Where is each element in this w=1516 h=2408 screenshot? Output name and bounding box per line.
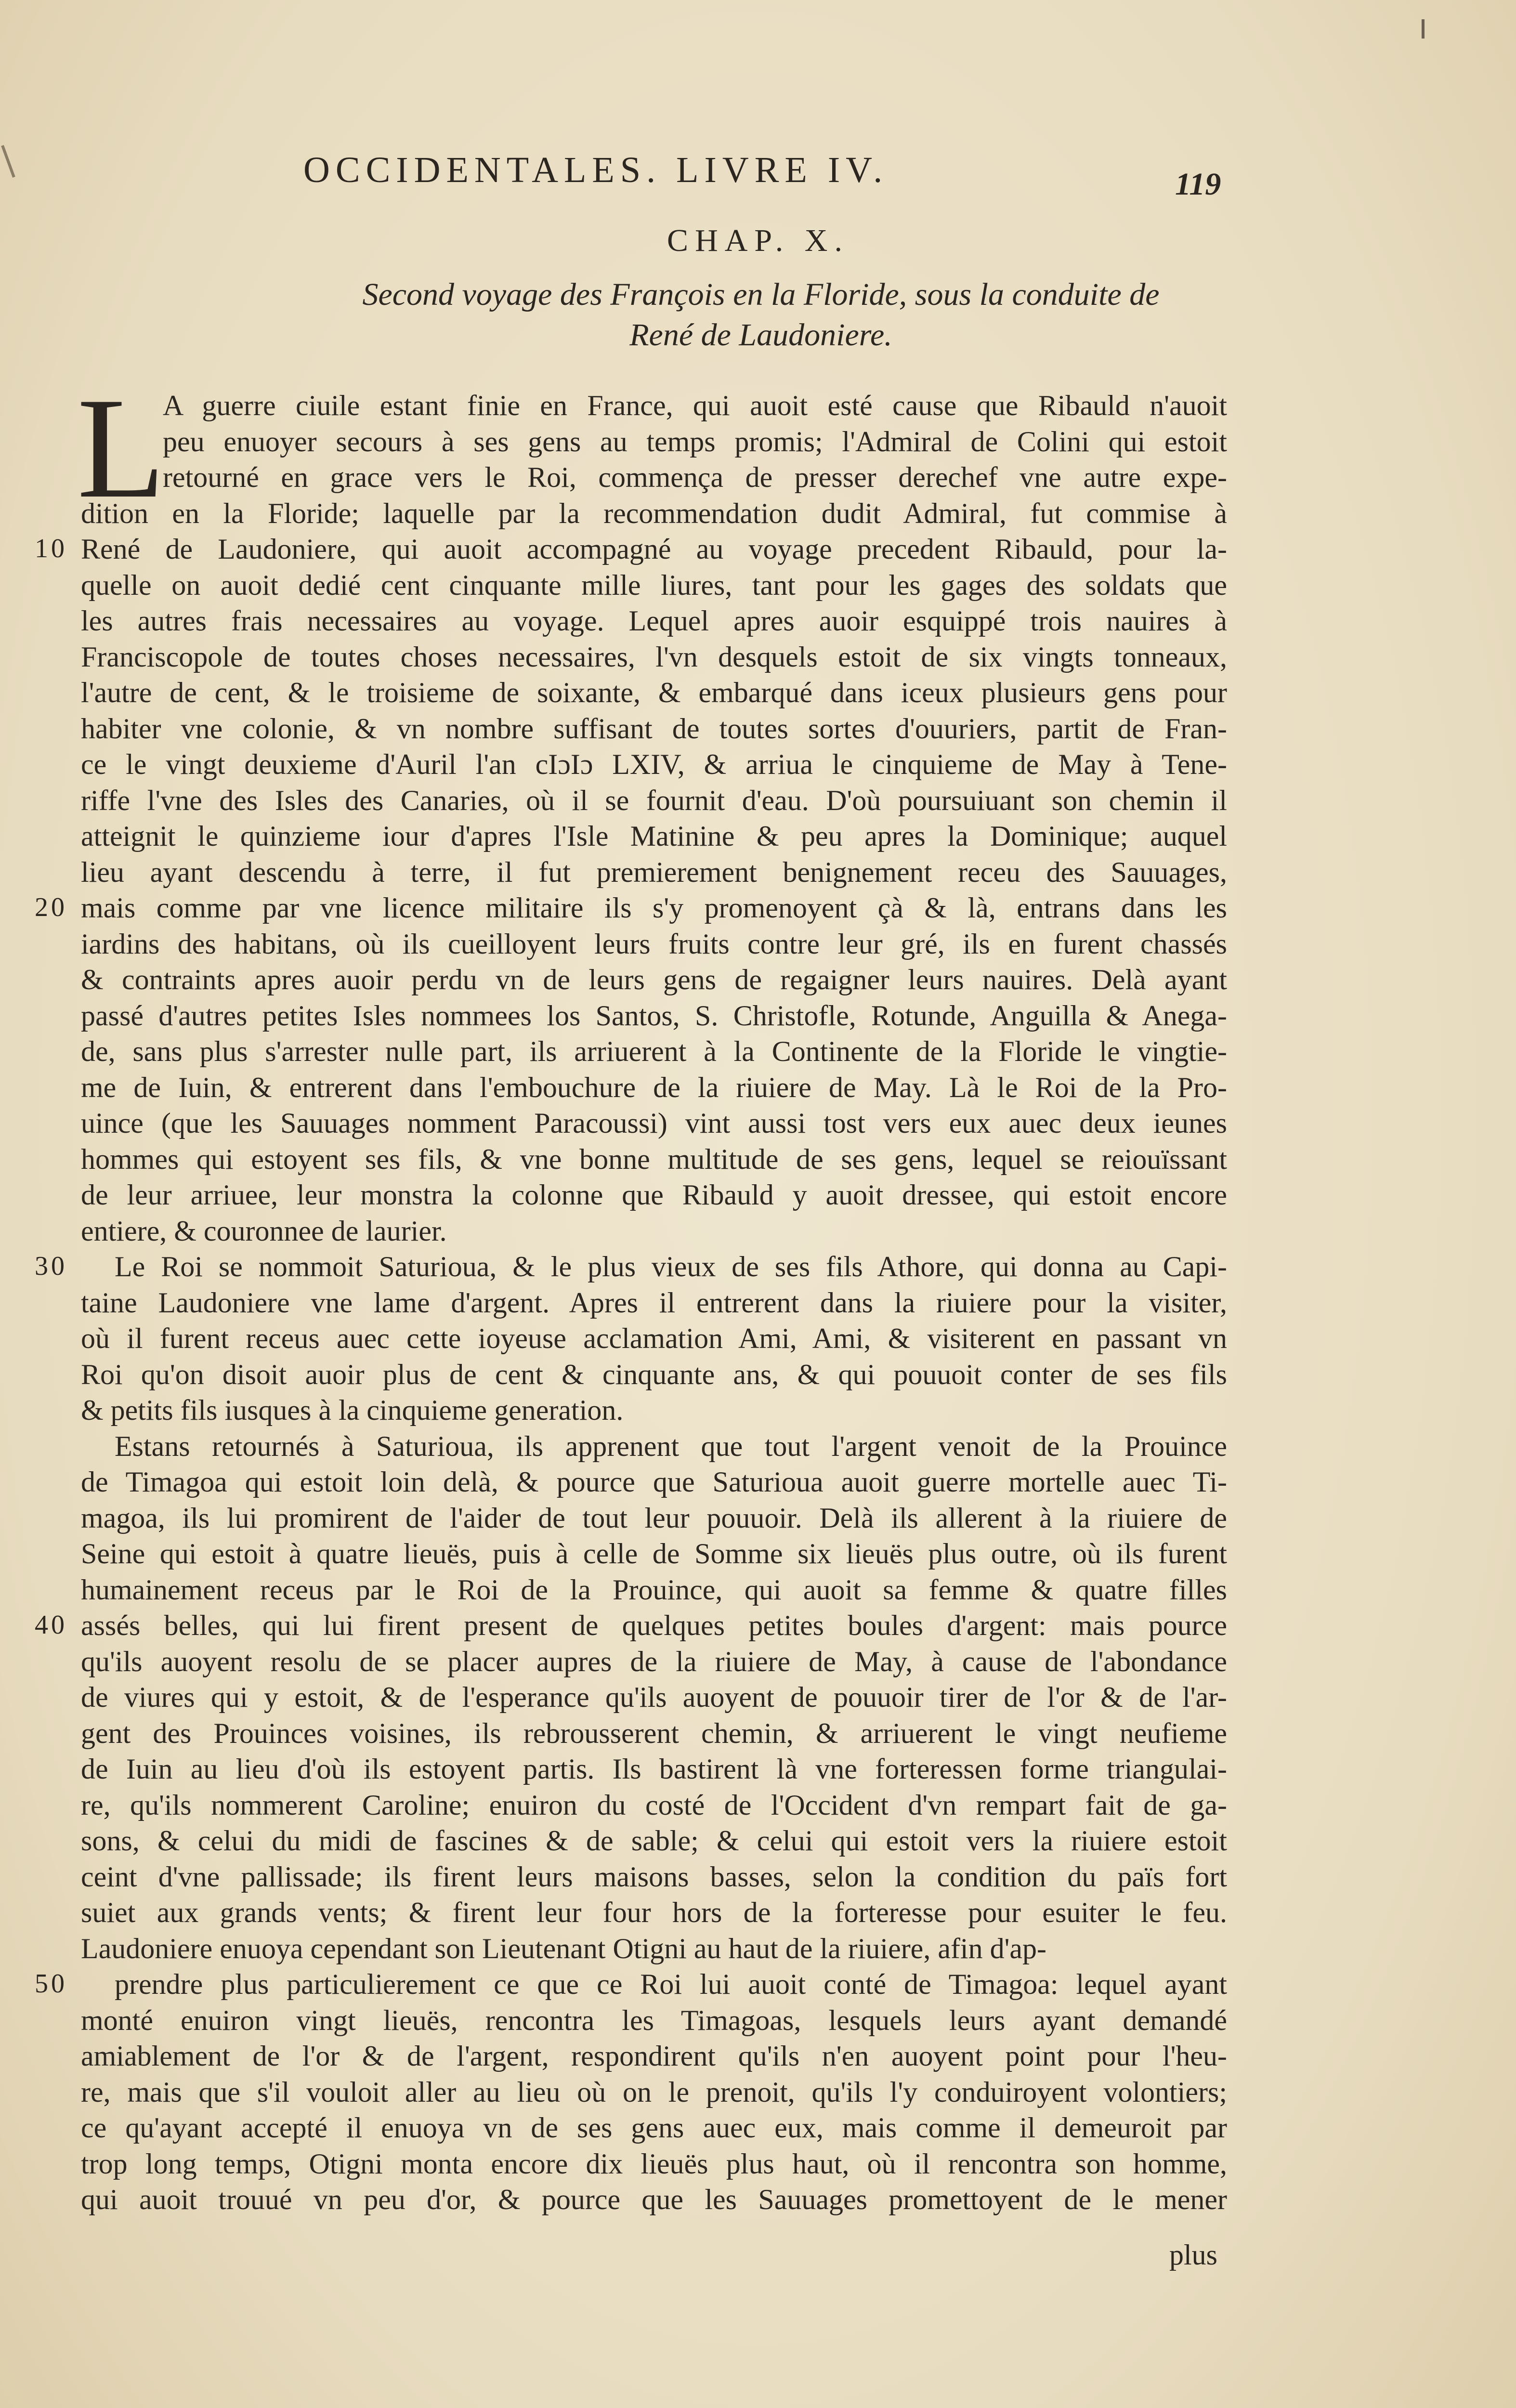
text-line: ceint d'vne pallissade; ils firent leurs maisons basses, selon la condition du païs fort [81,1860,1227,1893]
chapter-title-line: Second voyage des François en la Floride, sous la conduite de [362,277,1160,312]
text-line: de Timagoa qui estoit loin delà, & pource que Saturioua auoit guerre mortelle auec Ti- [81,1466,1227,1498]
text-line: monté enuiron vingt lieuës, rencontra les Timagoas, lesquels leurs ayant demandé [81,2004,1227,2036]
text-line: ce qu'ayant accepté il enuoya vn de ses gens auec eux, mais comme il demeuroit par [81,2112,1227,2144]
text-line: quelle on auoit dedié cent cinquante mille liures, tant pour les gages des soldats que [81,569,1227,601]
margin-mark [1,145,15,178]
text-line: Le Roi se nommoit Saturioua, & le plus vieux de ses fils Athore, qui donna au Capi- [115,1251,1227,1283]
line-number: 10 [35,534,67,563]
text-line: Franciscopole de toutes choses necessaires, l'vn desquels estoit de six vingts tonneaux, [81,641,1227,673]
text-line: riffe l'vne des Isles des Canaries, où il se fournit d'eau. D'où poursuiuant son chemin il [81,784,1227,816]
text-line: me de Iuin, & entrerent dans l'embouchure de la riuiere de May. Là le Roi de la Pro- [81,1071,1227,1103]
text-line: l'autre de cent, & le troisieme de soixante, & embarqué dans iceux plusieurs gens pour [81,677,1227,708]
text-line: qu'ils auoyent resolu de se placer aupres de la riuiere de May, à cause de l'abondance [81,1645,1227,1677]
text-line: les autres frais necessaires au voyage. Lequel apres auoir esquippé trois nauires à [81,605,1227,637]
running-title: OCCIDENTALES. LIVRE IV. [303,150,889,190]
text-line: suiet aux grands vents; & firent leur four hors de la forteresse pour esuiter le feu. [81,1897,1227,1928]
body-text [81,388,1227,2218]
text-line: taine Laudoniere vne lame d'argent. Apres il entrerent dans la riuiere pour la visiter, [81,1286,1227,1319]
text-line: de leur arriuee, leur monstra la colonne que Ribauld y auoit dressee, qui estoit encore [81,1179,1227,1211]
text-line: prendre plus particulierement ce que ce Roi lui auoit conté de Timagoa: lequel ayant [115,1968,1227,2000]
chapter-label: CHAP. X. [667,223,849,258]
text-line: de, sans plus s'arrester nulle part, ils arriuerent à la Continente de la Floride le vingtie- [81,1035,1227,1067]
text-line: & petits fils iusques à la cinquieme generation. [81,1394,624,1426]
text-line: magoa, ils lui promirent de l'aider de tout leur pouuoir. Delà ils allerent à la riuiere de [81,1502,1227,1534]
text-line: habiter vne colonie, & vn nombre suffisant de toutes sortes d'ouuriers, partit de Fran- [81,712,1227,745]
line-number: 50 [35,1969,67,1999]
text-line: Estans retournés à Saturioua, ils apprenent que tout l'argent venoit de la Prouince [115,1430,1227,1462]
text-line: retourné en grace vers le Roi, commença de presser derechef vne autre expe- [163,461,1227,493]
text-line: amiablement de l'or & de l'argent, respondirent qu'ils n'en auoyent point pour l'heu- [81,2040,1227,2072]
text-line: & contraints apres auoir perdu vn de leurs gens de regaigner leurs nauires. Delà ayant [81,964,1227,995]
line-number: 30 [35,1251,67,1281]
page-number: 119 [1175,167,1221,202]
text-line: A guerre ciuile estant finie en France, qui auoit esté cause que Ribauld n'auoit [163,390,1227,421]
text-line: peu enuoyer secours à ses gens au temps promis; l'Admiral de Colini qui estoit [163,425,1227,458]
text-line: humainement receus par le Roi de la Prouince, qui auoit sa femme & quatre filles [81,1573,1227,1606]
text-line: assés belles, qui lui firent present de quelques petites boules d'argent: mais pource [81,1610,1227,1641]
text-line: où il furent receus auec cette ioyeuse acclamation Ami, Ami, & visiterent en passant vn [81,1322,1227,1354]
text-line: de Iuin au lieu d'où ils estoyent partis. Ils bastirent là vne forteressen forme triangulai- [81,1753,1227,1785]
text-line: re, mais que s'il vouloit aller au lieu où on le prenoit, qu'ils l'y conduiroyent volontiers; [81,2076,1227,2108]
catchword: plus [1169,2239,1218,2271]
line-number: 20 [35,892,67,922]
text-line: Seine qui estoit à quatre lieuës, puis à celle de Somme six lieuës plus outre, où ils furent [81,1538,1227,1570]
chapter-title-line: René de Laudoniere. [629,317,892,353]
text-line: entiere, & couronnee de laurier. [81,1215,447,1247]
text-line: lieu ayant descendu à terre, il fut premierement benignement receu des Sauuages, [81,856,1227,888]
text-line: René de Laudoniere, qui auoit accompagné au voyage precedent Ribauld, pour la- [81,533,1227,565]
text-line: sons, & celui du midi de fascines & de sable; & celui qui estoit vers la riuiere estoit [81,1825,1227,1857]
text-line: atteignit le quinzieme iour d'apres l'Isle Matinine & peu apres la Dominique; auquel [81,820,1227,852]
drop-cap: L [77,368,166,528]
text-line: Laudoniere enuoya cependant son Lieutenant Otigni au haut de la riuiere, afin d'ap- [81,1932,1047,1964]
text-line: de viures qui y estoit, & de l'esperance qu'ils auoyent de pouuoir tirer de l'or & de l'ar- [81,1681,1227,1713]
text-line: hommes qui estoyent ses fils, & vne bonne multitude de ses gens, lequel se reiouïssant [81,1143,1227,1175]
text-line: dition en la Floride; laquelle par la recommendation dudit Admiral, fut commise à [81,497,1227,529]
text-line: Roi qu'on disoit auoir plus de cent & cinquante ans, & qui pouuoit conter de ses fils [81,1358,1227,1390]
chapter-title [159,275,1363,355]
text-line: re, qu'ils nommerent Caroline; enuiron du costé de l'Occident d'vn rempart fait de ga- [81,1789,1227,1821]
text-line: ce le vingt deuxieme d'Auril l'an cIɔIɔ LXIV, & arriua le cinquieme de May à Tene- [81,748,1227,780]
text-line: trop long temps, Otigni monta encore dix lieuës plus haut, où il rencontra son homme, [81,2147,1227,2180]
text-line: qui auoit trouué vn peu d'or, & pource que les Sauuages promettoyent de le mener [81,2184,1227,2215]
text-line: gent des Prouinces voisines, ils rebrousserent chemin, & arriuerent le vingt neufieme [81,1717,1227,1749]
text-line: passé d'autres petites Isles nommees los Santos, S. Christofle, Rotunde, Anguilla & Anega- [81,999,1227,1032]
text-line: uince (que les Sauuages nomment Paracoussi) vint aussi tost vers eux auec deux ieunes [81,1107,1227,1139]
line-number: 40 [35,1610,67,1640]
margin-mark [1422,19,1425,39]
text-line: iardins des habitans, où ils cueilloyent leurs fruits contre leur gré, ils en furent chassés [81,928,1227,960]
text-line: mais comme par vne licence militaire ils s'y promenoyent çà & là, entrans dans les [81,892,1227,924]
